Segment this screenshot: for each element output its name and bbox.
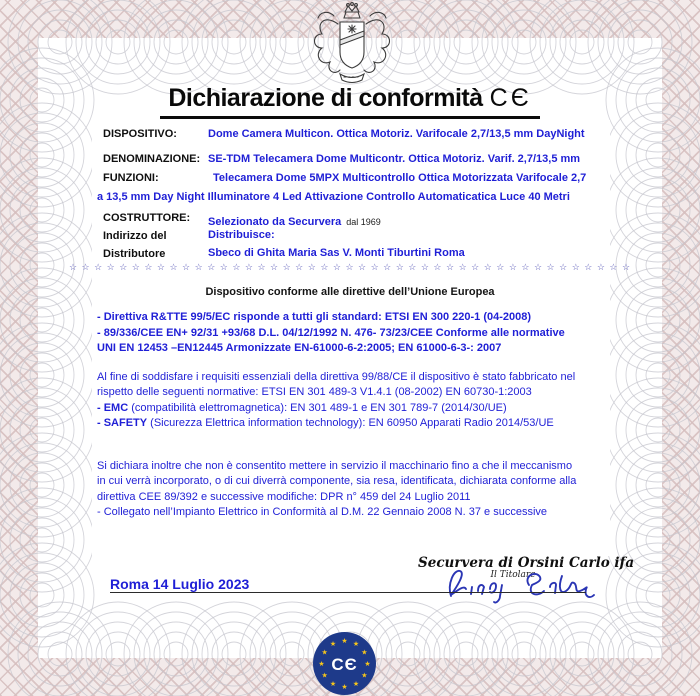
normative-block	[97, 370, 575, 432]
place-and-date: Roma 14 Luglio 2023	[110, 576, 250, 592]
emc-text: (compatibilità elettromagnetica): EN 301 489-1 e EN 301 789-7 (2014/30/UE)	[128, 401, 507, 414]
declaration-line1: Si dichiara inoltre che non è consentito mettere in servizio il macchinario fino a che il meccanismo	[97, 460, 573, 472]
declaration-line2: in cui verrà incorporato, o di cui diverrà componente, sia resa, identificata, dichiarata conforme alla	[97, 475, 577, 488]
normative-line2: rispetto delle seguenti normative: ETSI EN 301 489-3 V1.4.1 (08-2002) EN 60730-1:2003	[97, 386, 532, 399]
svg-text:★: ★	[361, 671, 368, 680]
funzioni-value-line2: a 13,5 mm Day Night Illuminatore 4 Led Attivazione Controllo Automaticatica Luce 40 Metri	[97, 191, 570, 203]
funzioni-value-line1: Telecamera Dome 5MPX Multicontrollo Ottica Motorizzata Varifocale 2,7	[213, 172, 587, 184]
svg-text:★: ★	[329, 640, 337, 649]
directive-line: - Direttiva R&TTE 99/5/EC risponde a tutti gli standard: ETSI EN 300 220-1 (04-2008)	[97, 311, 532, 323]
distribuisce-value: Distribuisce:	[208, 229, 275, 241]
emc-label: - EMC	[97, 401, 129, 414]
directive-line: - 89/336/CEE EN+ 92/31 +93/68 D.L. 04/12/1992 N. 476- 73/23/CEE Conforme alle normative	[97, 326, 565, 339]
handwritten-signature	[437, 558, 597, 606]
normative-line1: Al fine di soddisfare i requisiti essenziali della direttiva 99/88/CE il dispositivo è stato fabbricato nel	[97, 371, 576, 383]
denominazione-label: DENOMINAZIONE:	[103, 153, 201, 165]
dispositivo-value: Dome Camera Multicon. Ottica Motoriz. Varifocale 2,7/13,5 mm DayNight	[208, 128, 585, 140]
dispositivo-label: DISPOSITIVO:	[103, 128, 177, 140]
costruttore-label: COSTRUTTORE:	[103, 212, 191, 224]
ce-eu-badge	[311, 632, 379, 696]
safety-label: - SAFETY	[97, 417, 148, 430]
coat-of-arms-icon	[300, 2, 404, 86]
costruttore-since: dal 1969	[346, 217, 381, 227]
stars-separator: ☆ ☆ ☆ ☆ ☆ ☆ ☆ ☆ ☆ ☆ ☆ ☆ ☆ ☆ ☆ ☆ ☆ ☆ ☆ ☆ ☆ ☆ ☆ ☆ ☆ ☆ ☆ ☆ ☆ ☆ ☆ ☆ ☆ ☆ ☆ ☆ ☆ ☆ ☆ ☆ ☆ ☆ ☆ ☆ ☆	[68, 262, 632, 272]
costruttore-value: Selezionato da Securvera	[208, 216, 342, 228]
certificate-title	[0, 84, 700, 119]
svg-text:★: ★	[364, 660, 371, 668]
normative-safety-line	[97, 416, 575, 431]
conformity-heading: Dispositivo conforme alle direttive dell’Unione Europea	[205, 286, 495, 298]
signatory-role: Il Titolare	[490, 570, 536, 580]
declaration-line4: - Collegato nell’Impianto Elettrico in Conformità al D.M. 22 Gennaio 2008 N. 37 e successive	[97, 505, 548, 518]
svg-text:★: ★	[329, 679, 337, 688]
svg-text:★: ★	[321, 648, 328, 657]
distributore-value: Sbeco di Ghita Maria Sas V. Monti Tiburtini Roma	[208, 247, 465, 259]
indirizzo-label-line1: Indirizzo del	[103, 230, 167, 242]
costruttore-value-row	[208, 212, 381, 230]
funzioni-label: FUNZIONI:	[103, 172, 159, 184]
ce-mark-badge: CЄ	[331, 655, 358, 674]
svg-text:★: ★	[341, 637, 348, 645]
svg-text:★: ★	[318, 660, 325, 668]
title-text: Dichiarazione di conformità	[168, 84, 483, 112]
declaration-block	[97, 459, 576, 520]
safety-text: (Sicurezza Elettrica information technology): EN 60950 Apparati Radio 2014/53/UE	[147, 417, 554, 430]
declaration-line3: direttiva CEE 89/392 e successive modifiche: DPR n° 459 del 24 Luglio 2011	[97, 490, 471, 503]
directives-block	[97, 310, 565, 357]
denominazione-value: SE-TDM Telecamera Dome Multicontr. Ottica Motoriz. Varif. 2,7/13,5 mm	[208, 153, 581, 165]
svg-text:★: ★	[321, 671, 328, 680]
indirizzo-label-line2: Distributore	[103, 248, 166, 260]
ce-mark-title: CЄ	[489, 84, 532, 112]
signature-date-rule	[110, 592, 586, 593]
normative-emc-line	[97, 401, 575, 416]
svg-text:★: ★	[352, 640, 360, 649]
svg-text:★: ★	[361, 648, 368, 657]
svg-text:★: ★	[352, 679, 360, 688]
svg-text:★: ★	[341, 683, 348, 691]
signatory-name: Securvera di Orsini Carlo ifa	[418, 555, 635, 571]
directive-line: UNI EN 12453 –EN12445 Armonizzate EN-61000-6-2:2005; EN 61000-6-3-: 2007	[97, 342, 502, 355]
